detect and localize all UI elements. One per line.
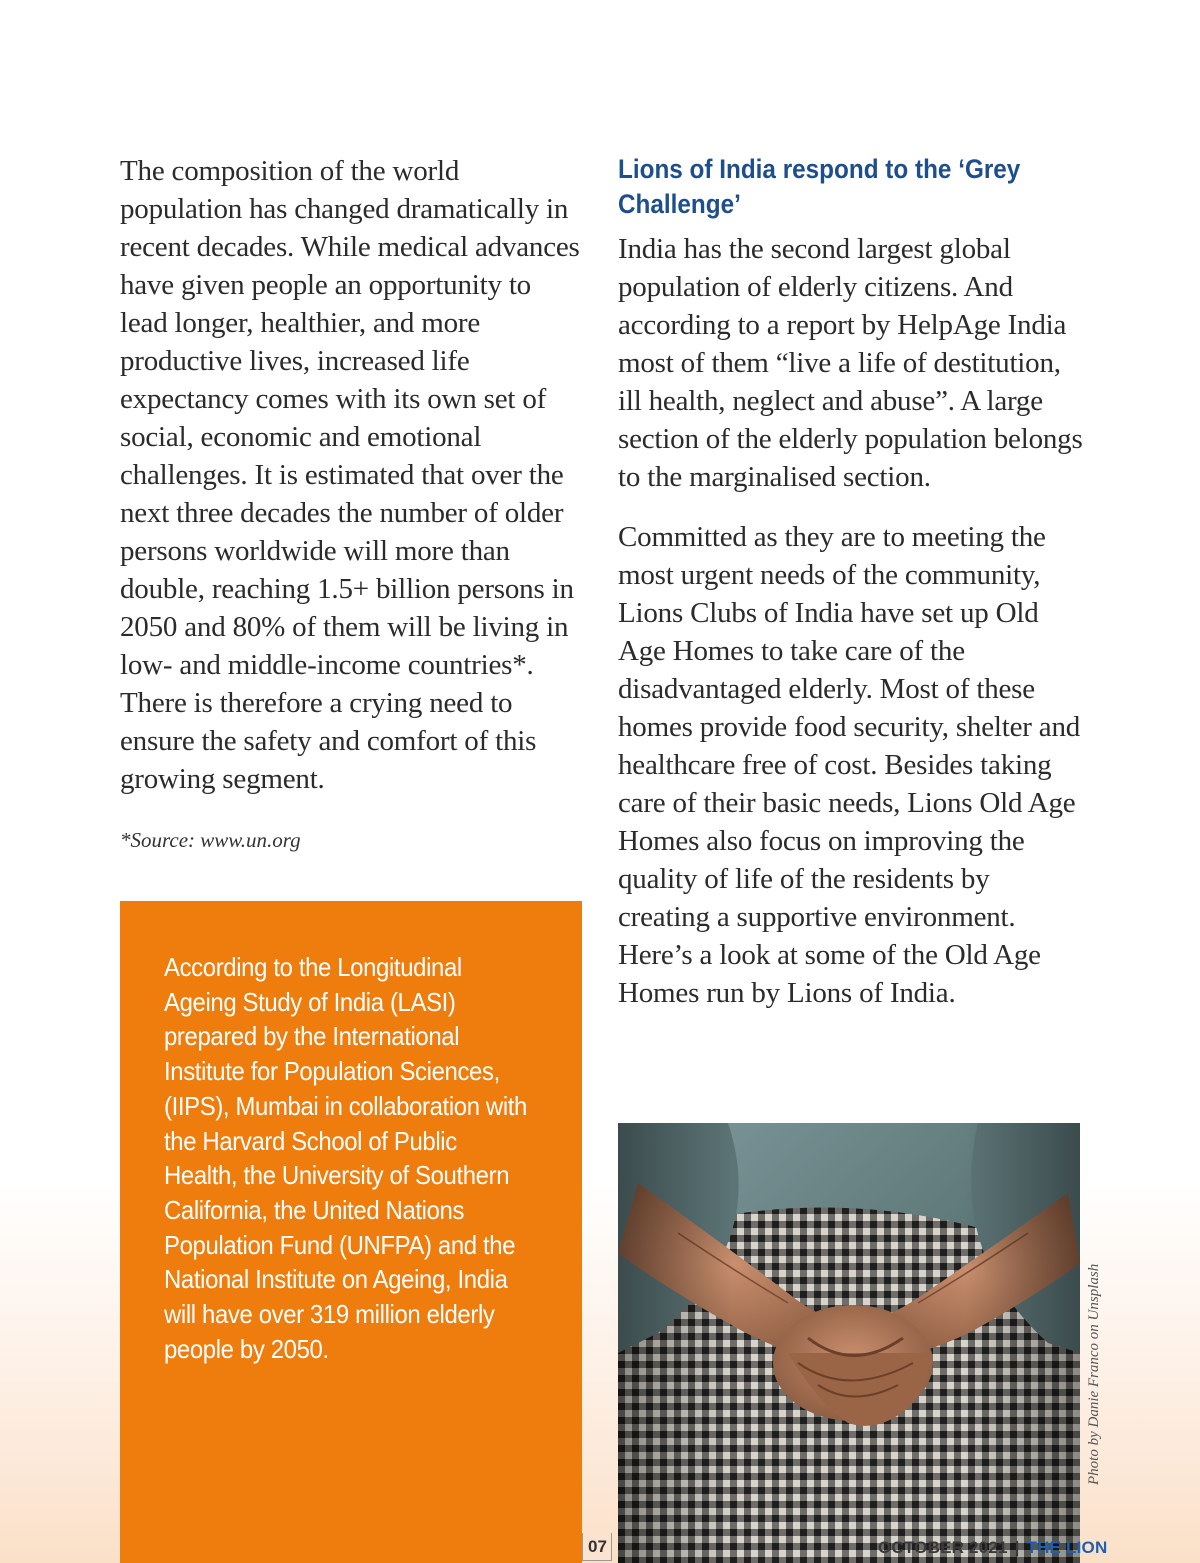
footer-masthead bbox=[878, 1538, 1107, 1558]
left-column bbox=[120, 152, 580, 853]
page-number: 07 bbox=[582, 1533, 612, 1561]
footer-separator: | bbox=[1014, 1538, 1020, 1557]
photo-elderly-hands bbox=[618, 1123, 1080, 1563]
photo-credit: Photo by Danie Franco on Unsplash bbox=[1086, 1263, 1102, 1485]
right-column bbox=[618, 152, 1088, 1012]
source-note: *Source: www.un.org bbox=[120, 828, 301, 852]
hands-illustration bbox=[618, 1123, 1080, 1563]
right-paragraph-1: India has the second largest global population of elderly citizens. And according to a report by HelpAge India most of them “live a life of destitution, ill health, neglect and abuse”. A large section of the elderly population belongs to the marginalised section. bbox=[618, 233, 1083, 493]
section-heading: Lions of India respond to the ‘Grey Challenge’ bbox=[618, 154, 1021, 219]
intro-paragraph: The composition of the world population has changed dramatically in recent decades. While medical advances have given people an opportunity to lead longer, healthier, and more productive lives, increased life expectancy comes with its own set of social, economic and emotional challenges. It is estimated that over the next three decades the number of older persons worldwide will more than double, reaching 1.5+ billion persons in 2050 and 80% of them will be living in low- and middle-income countries*. There is therefore a crying need to ensure the safety and comfort of this growing segment. bbox=[120, 155, 580, 795]
right-paragraph-2: Committed as they are to meeting the most urgent needs of the community, Lions Clubs of India have set up Old Age Homes to take care of the disadvantaged elderly. Most of these homes provide food security, shelter and healthcare free of cost. Besides taking care of their basic needs, Lions Old Age Homes also focus on improving the quality of life of the residents by creating a supportive environment. Here’s a look at some of the Old Age Homes run by Lions of India. bbox=[618, 521, 1081, 1009]
issue-month: OCTOBER 2021 bbox=[878, 1538, 1008, 1557]
callout-text: According to the Longitudinal Ageing Study of India (LASI) prepared by the International Institute for Population Sciences, (IIPS), Mumbai in collaboration with the Harvard School of Public Health, the University of Southern California, the United Nations Population Fund (UNFPA) and the National Institute on Ageing, India will have over 319 million elderly people by 2050. bbox=[164, 952, 527, 1364]
magazine-name: THE LION bbox=[1026, 1538, 1108, 1557]
